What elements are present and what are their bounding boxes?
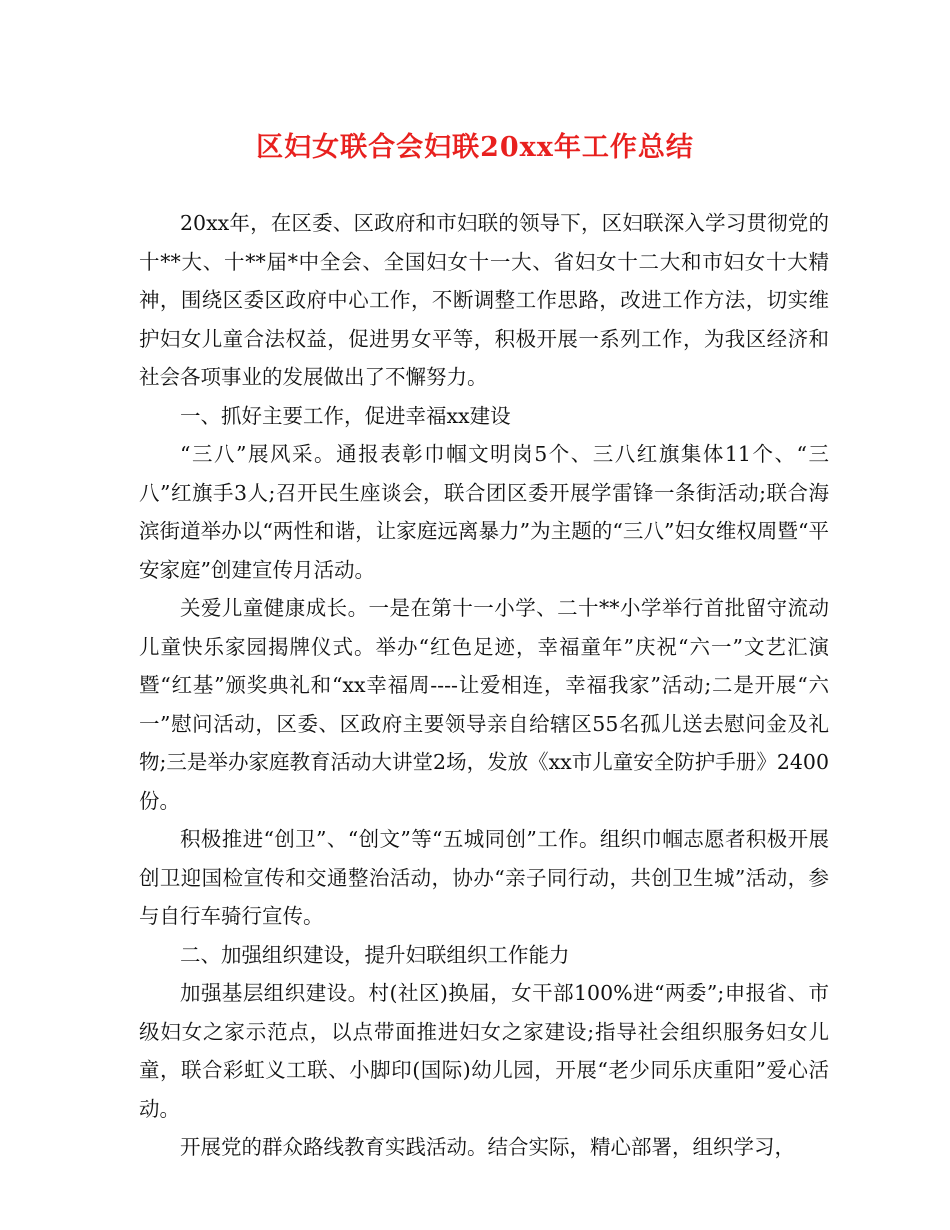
document-title: 区妇女联合会妇联20xx年工作总结: [256, 132, 694, 163]
paragraph-intro: 20xx年，在区委、区政府和市妇联的领导下，区妇联深入学习贯彻党的十**大、十**届*中全会、全国妇女十一大、省妇女十二大和市妇女十大精神，围绕区委区政府中心工作，不断调整工作思路，改进工作方法，切实维护妇女儿童合法权益，促进男女平等，积极开展一系列工作，为我区经济和社会各项事业的发展做出了不懈努力。: [139, 211, 829, 389]
paragraph-children-care: 关爱儿童健康成长。一是在第十一小学、二十**小学举行首批留守流动儿童快乐家园揭牌仪式。举办“红色足迹，幸福童年”庆祝“六一”文艺汇演暨“红基”颁奖典礼和“xx幸福周----让爱相连，幸福我家”活动;二是开展“六一”慰问活动，区委、区政府主要领导亲自给辖区55名孤儿送去慰问金及礼物;三是举办家庭教育活动大讲堂2场，发放《xx市儿童安全防护手册》2400份。: [139, 596, 829, 813]
paragraph-five-cities: 积极推进“创卫”、“创文”等“五城同创”工作。组织巾帼志愿者积极开展创卫迎国检宣传和交通整治活动，协办“亲子同行动，共创卫生城”活动，参与自行车骑行宣传。: [139, 827, 829, 928]
section-heading-2: 二、加强组织建设，提升妇联组织工作能力: [180, 942, 570, 967]
document-body: [139, 204, 829, 1167]
paragraph-mass-line: 开展党的群众路线教育实践活动。结合实际，精心部署，组织学习，: [180, 1135, 795, 1159]
paragraph-march-eighth: “三八”展风采。通报表彰巾帼文明岗5个、三八红旗集体11个、“三八”红旗手3人;召开民生座谈会，联合团区委开展学雷锋一条街活动;联合海滨街道举办以“两性和谐，让家庭远离暴力”为主题的“三八”妇女维权周暨“平安家庭”创建宣传月活动。: [139, 442, 829, 582]
paragraph-grassroots: 加强基层组织建设。村(社区)换届，女干部100%进“两委”;申报省、市级妇女之家示范点，以点带面推进妇女之家建设;指导社会组织服务妇女儿童，联合彩虹义工联、小脚印(国际)幼儿园，开展“老少同乐庆重阳”爱心活动。: [139, 981, 829, 1121]
section-heading-1: 一、抓好主要工作，促进幸福xx建设: [180, 403, 511, 428]
